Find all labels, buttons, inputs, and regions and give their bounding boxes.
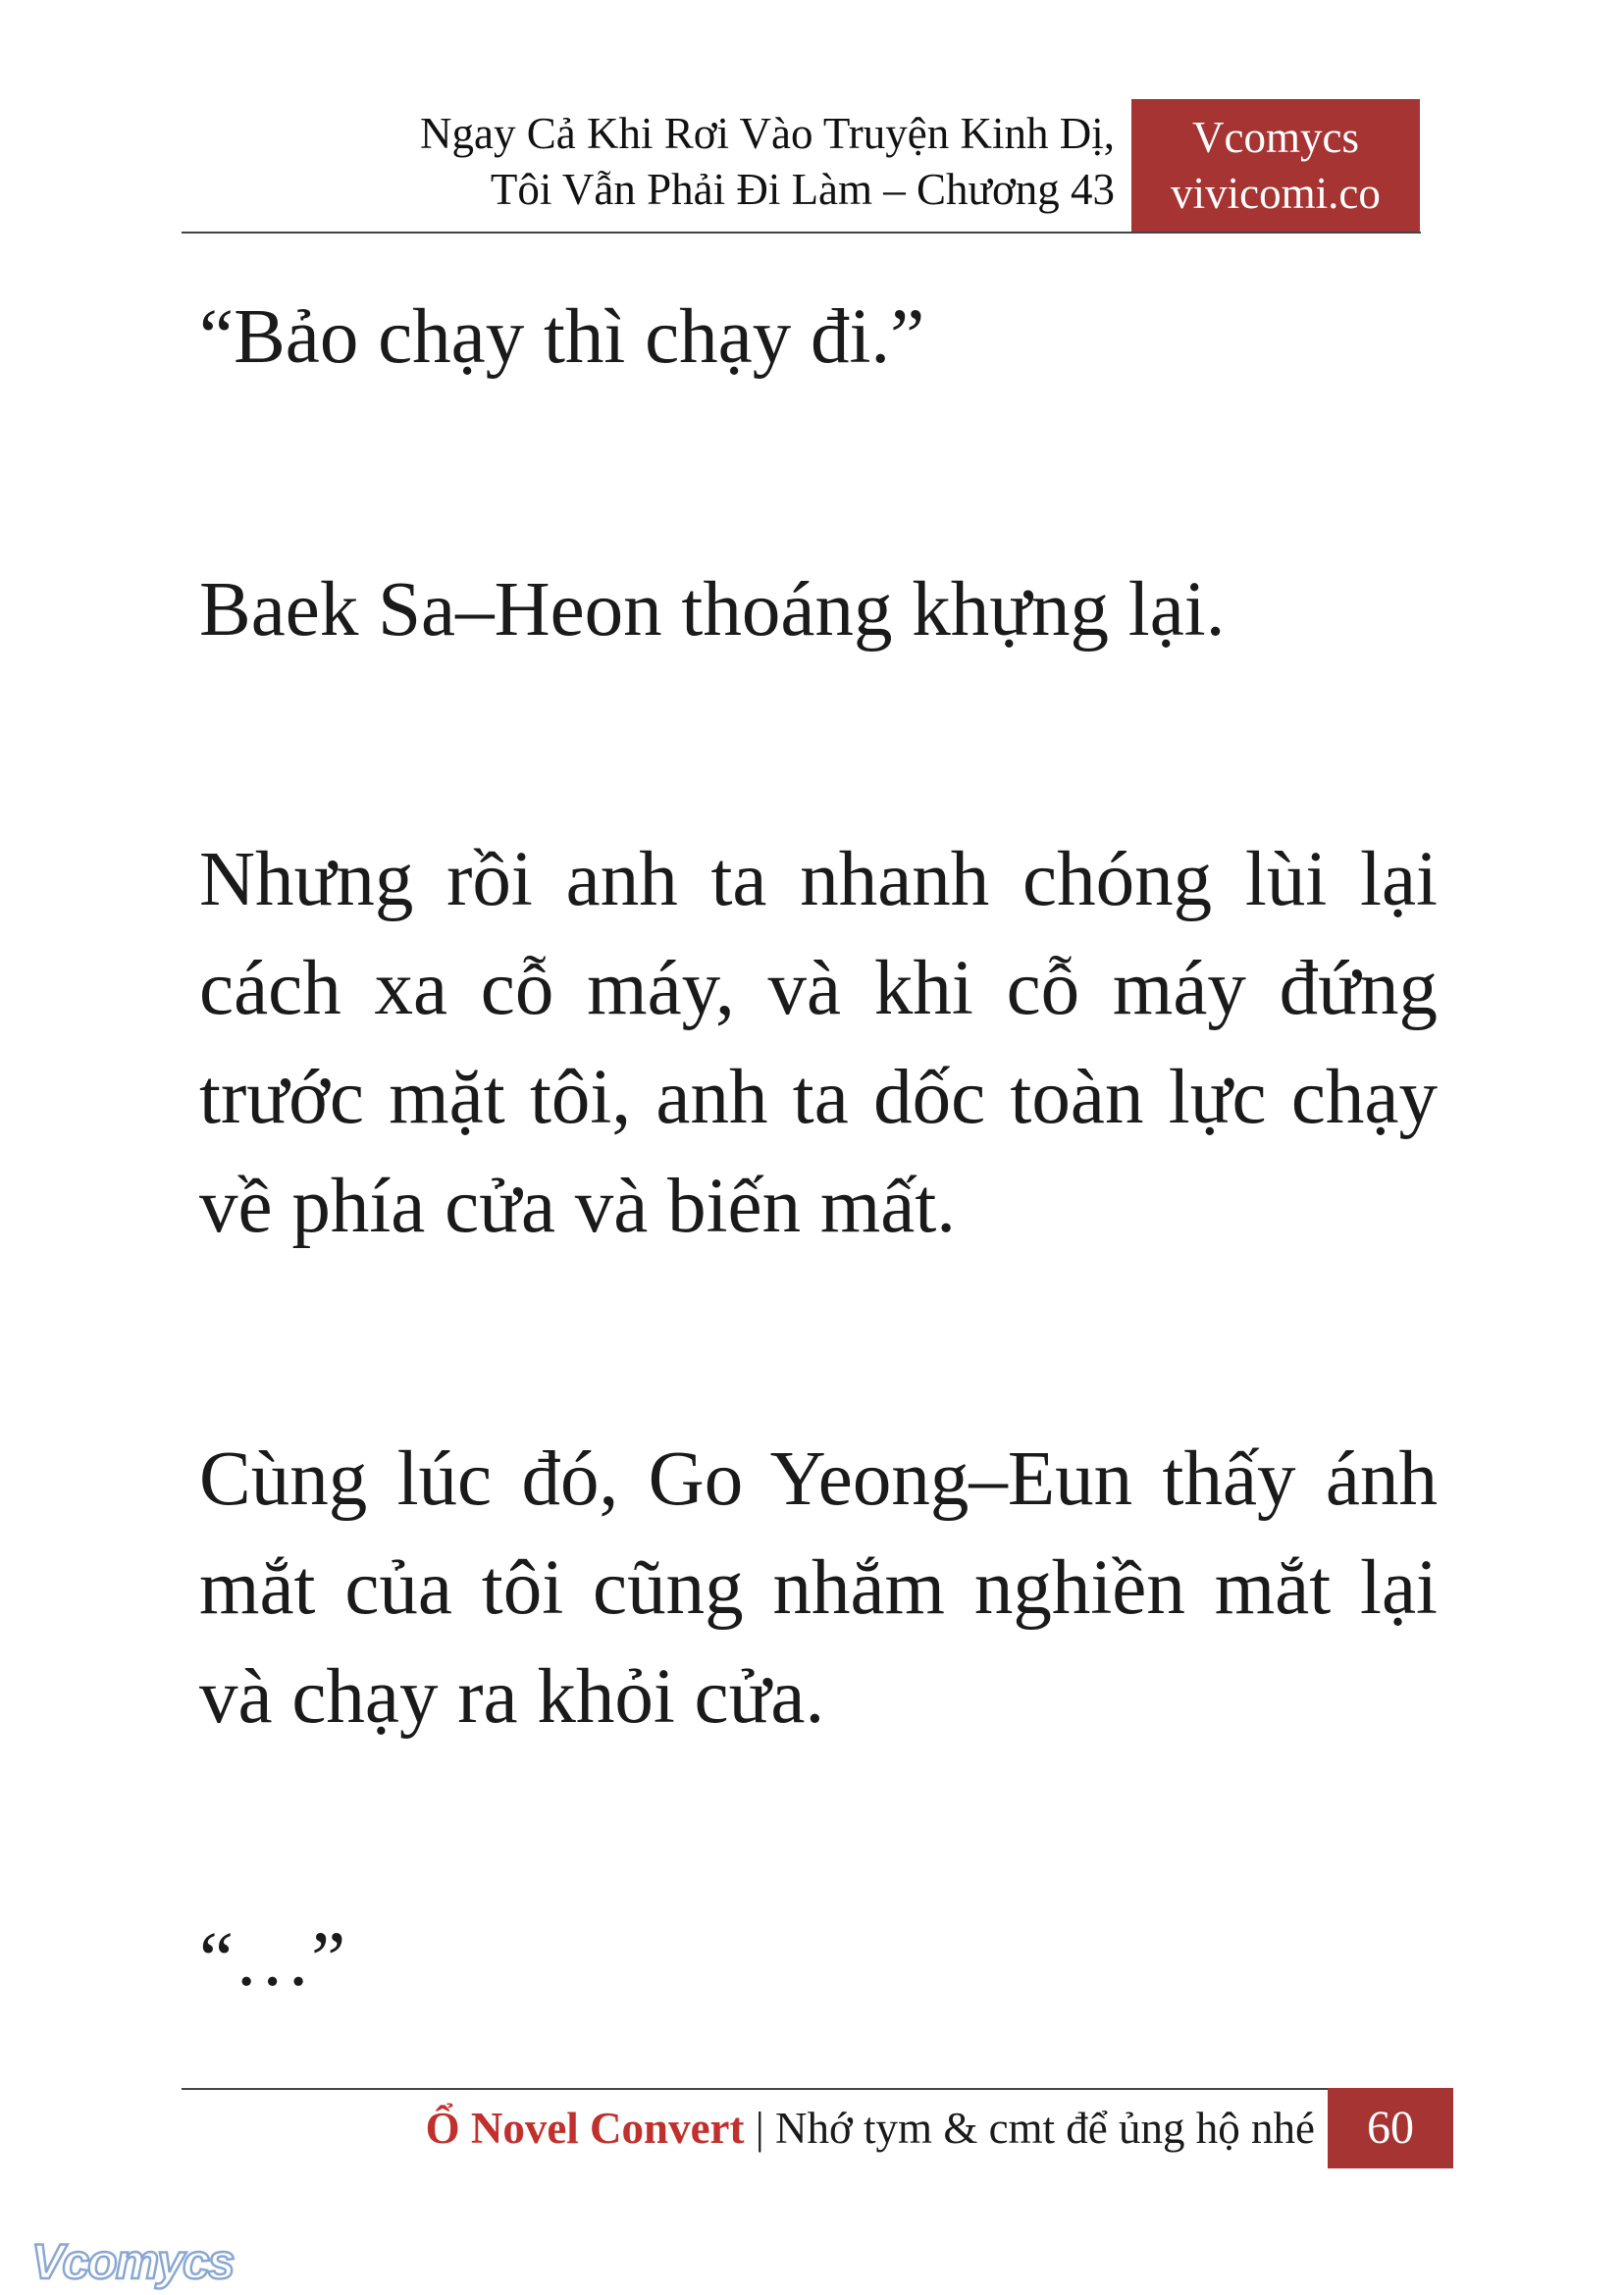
page-number: 60 [1328, 2088, 1453, 2168]
chapter-title-line-2: Tôi Vẫn Phải Đi Làm – Chương 43 [490, 165, 1115, 214]
paragraph-5: “…” [199, 1917, 346, 2003]
paragraph-2: Baek Sa–Heon thoáng khựng lại. [199, 567, 1226, 652]
chapter-title-line-1: Ngay Cả Khi Rơi Vào Truyện Kinh Dị, [420, 109, 1115, 158]
paragraph-3: Nhưng rồi anh ta nhanh chóng lùi lại cách xa cỗ máy, và khi cỗ máy đứng trước mặt tôi, anh ta dốc toàn lực chạy về phía cửa và biến mất. [199, 837, 1438, 1249]
site-name: Vcomycs [1192, 113, 1359, 162]
paragraph-4: Cùng lúc đó, Go Yeong–Eun thấy ánh mắt của tôi cũng nhắm nghiền mắt lại và chạy ra khỏi cửa. [199, 1436, 1438, 1740]
header-divider [182, 232, 1421, 234]
footer-message: Nhớ tym & cmt để ủng hộ nhé [775, 2104, 1315, 2153]
footer-divider [182, 2088, 1453, 2090]
paragraph-1: “Bảo chạy thì chạy đi.” [199, 294, 925, 380]
footer-brand: Ổ Novel Convert [425, 2104, 745, 2153]
footer-line [426, 2094, 1315, 2163]
footer-separator: | [744, 2104, 776, 2153]
chapter-title [186, 106, 1115, 218]
vcomycs-watermark-logo [27, 2229, 253, 2294]
watermark-text: Vcomycs [31, 2234, 234, 2289]
site-url: vivicomi.co [1171, 169, 1381, 218]
site-badge [1131, 99, 1420, 232]
